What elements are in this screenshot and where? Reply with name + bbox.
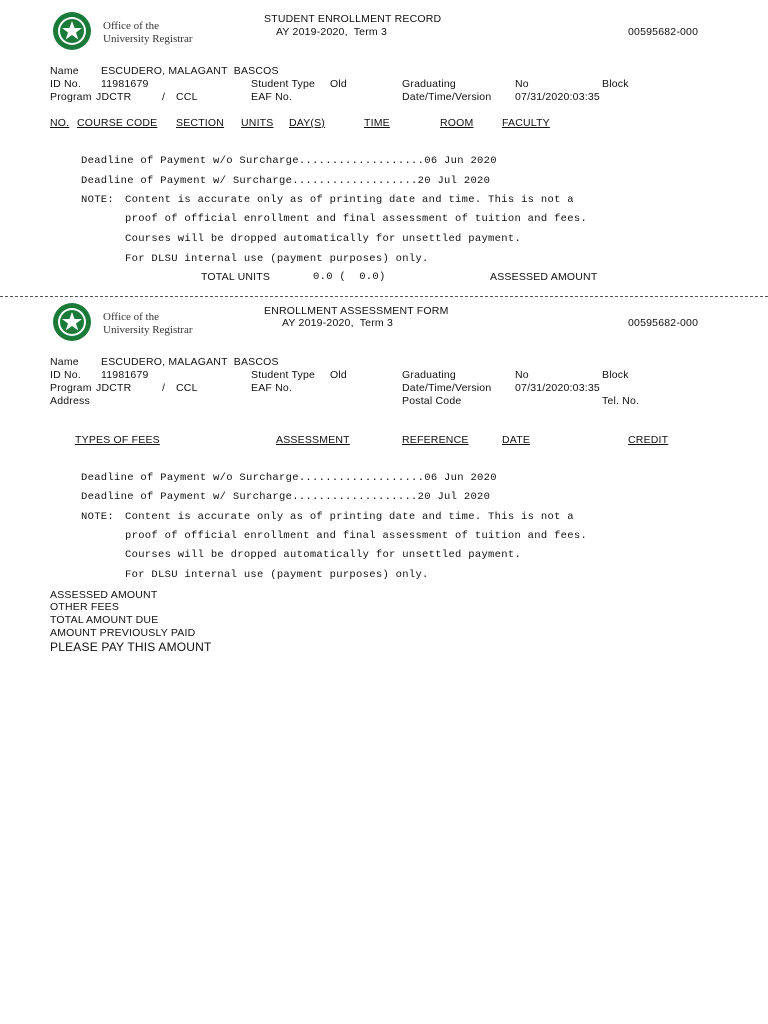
note-line-3: Courses will be dropped automatically for unsettled payment.: [125, 233, 522, 245]
graduating-value: No: [515, 78, 529, 90]
col-reference: REFERENCE: [402, 434, 469, 446]
col-faculty: FACULTY: [502, 117, 550, 129]
col-section: SECTION: [176, 117, 225, 129]
datetime-value: 07/31/2020:03:35: [515, 382, 600, 394]
datetime-value: 07/31/2020:03:35: [515, 91, 600, 103]
col-room: ROOM: [440, 117, 474, 129]
document-title: STUDENT ENROLLMENT RECORD: [264, 13, 442, 25]
dlsu-seal-icon: [52, 302, 92, 342]
note-line-2: proof of official enrollment and final assessment of tuition and fees.: [125, 530, 588, 542]
program-label: Program: [50, 91, 92, 103]
deadline-no-surcharge: Deadline of Payment w/o Surcharge...................06 Jun 2020: [81, 155, 497, 167]
office-name-line1: Office of the: [103, 311, 159, 323]
graduating-label: Graduating: [402, 78, 456, 90]
note-line-4: For DLSU internal use (payment purposes) only.: [125, 253, 429, 265]
name-label: Name: [50, 356, 79, 368]
document-number: 00595682-000: [628, 317, 699, 329]
summary-assessed-amount: ASSESSED AMOUNT: [50, 589, 158, 601]
id-label: ID No.: [50, 78, 81, 90]
program-separator: /: [162, 91, 166, 103]
deadline-no-surcharge: Deadline of Payment w/o Surcharge...................06 Jun 2020: [81, 472, 497, 484]
total-units-label: TOTAL UNITS: [201, 271, 271, 283]
program-separator: /: [162, 382, 166, 394]
program-value: JDCTR: [96, 91, 132, 103]
note-label: NOTE:: [81, 194, 115, 206]
note-label: NOTE:: [81, 511, 115, 523]
col-assessment: ASSESSMENT: [276, 434, 350, 446]
datetime-label: Date/Time/Version: [402, 91, 492, 103]
academic-year: AY 2019-2020, Term 3: [276, 26, 388, 38]
document-title: ENROLLMENT ASSESSMENT FORM: [264, 305, 449, 317]
note-line-1: Content is accurate only as of printing date and time. This is not a: [125, 194, 574, 206]
col-time: TIME: [364, 117, 390, 129]
address-label: Address: [50, 395, 90, 407]
student-type-value: Old: [330, 78, 347, 90]
col-types-of-fees: TYPES OF FEES: [75, 434, 160, 446]
block-label: Block: [602, 369, 629, 381]
block-label: Block: [602, 78, 629, 90]
deadline-with-surcharge: Deadline of Payment w/ Surcharge...................20 Jul 2020: [81, 175, 491, 187]
col-credit: CREDIT: [628, 434, 669, 446]
note-line-3: Courses will be dropped automatically for unsettled payment.: [125, 549, 522, 561]
col-days: DAY(S): [289, 117, 326, 129]
student-type-label: Student Type: [251, 78, 316, 90]
name-label: Name: [50, 65, 79, 77]
office-name-line2: University Registrar: [103, 324, 193, 336]
cut-line: [0, 296, 768, 297]
name-value: ESCUDERO, MALAGANT BASCOS: [101, 356, 279, 368]
col-no: NO.: [50, 117, 70, 129]
program-label: Program: [50, 382, 92, 394]
please-pay-label: PLEASE PAY THIS AMOUNT: [50, 640, 212, 654]
academic-year: AY 2019-2020, Term 3: [282, 317, 394, 329]
document-number: 00595682-000: [628, 26, 699, 38]
student-type-value: Old: [330, 369, 347, 381]
student-type-label: Student Type: [251, 369, 316, 381]
eaf-label: EAF No.: [251, 382, 293, 394]
total-units-value: 0.0 ( 0.0): [313, 271, 386, 283]
graduating-value: No: [515, 369, 529, 381]
note-line-1: Content is accurate only as of printing date and time. This is not a: [125, 511, 574, 523]
assessed-amount-label: ASSESSED AMOUNT: [490, 271, 598, 283]
tel-label: Tel. No.: [602, 395, 640, 407]
dlsu-seal-icon: [52, 11, 92, 51]
summary-total-amount-due: TOTAL AMOUNT DUE: [50, 614, 159, 626]
eaf-label: EAF No.: [251, 91, 293, 103]
summary-amount-previously-paid: AMOUNT PREVIOUSLY PAID: [50, 627, 196, 639]
office-name-line1: Office of the: [103, 20, 159, 32]
graduating-label: Graduating: [402, 369, 456, 381]
name-value: ESCUDERO, MALAGANT BASCOS: [101, 65, 279, 77]
col-course-code: COURSE CODE: [77, 117, 158, 129]
col-date: DATE: [502, 434, 531, 446]
office-name-line2: University Registrar: [103, 33, 193, 45]
college-value: CCL: [176, 91, 198, 103]
deadline-with-surcharge: Deadline of Payment w/ Surcharge...................20 Jul 2020: [81, 491, 491, 503]
id-value: 11981679: [101, 369, 149, 381]
col-units: UNITS: [241, 117, 274, 129]
id-label: ID No.: [50, 369, 81, 381]
note-line-4: For DLSU internal use (payment purposes) only.: [125, 569, 429, 581]
note-line-2: proof of official enrollment and final assessment of tuition and fees.: [125, 213, 588, 225]
id-value: 11981679: [101, 78, 149, 90]
postal-code-label: Postal Code: [402, 395, 462, 407]
college-value: CCL: [176, 382, 198, 394]
datetime-label: Date/Time/Version: [402, 382, 492, 394]
program-value: JDCTR: [96, 382, 132, 394]
summary-other-fees: OTHER FEES: [50, 601, 120, 613]
